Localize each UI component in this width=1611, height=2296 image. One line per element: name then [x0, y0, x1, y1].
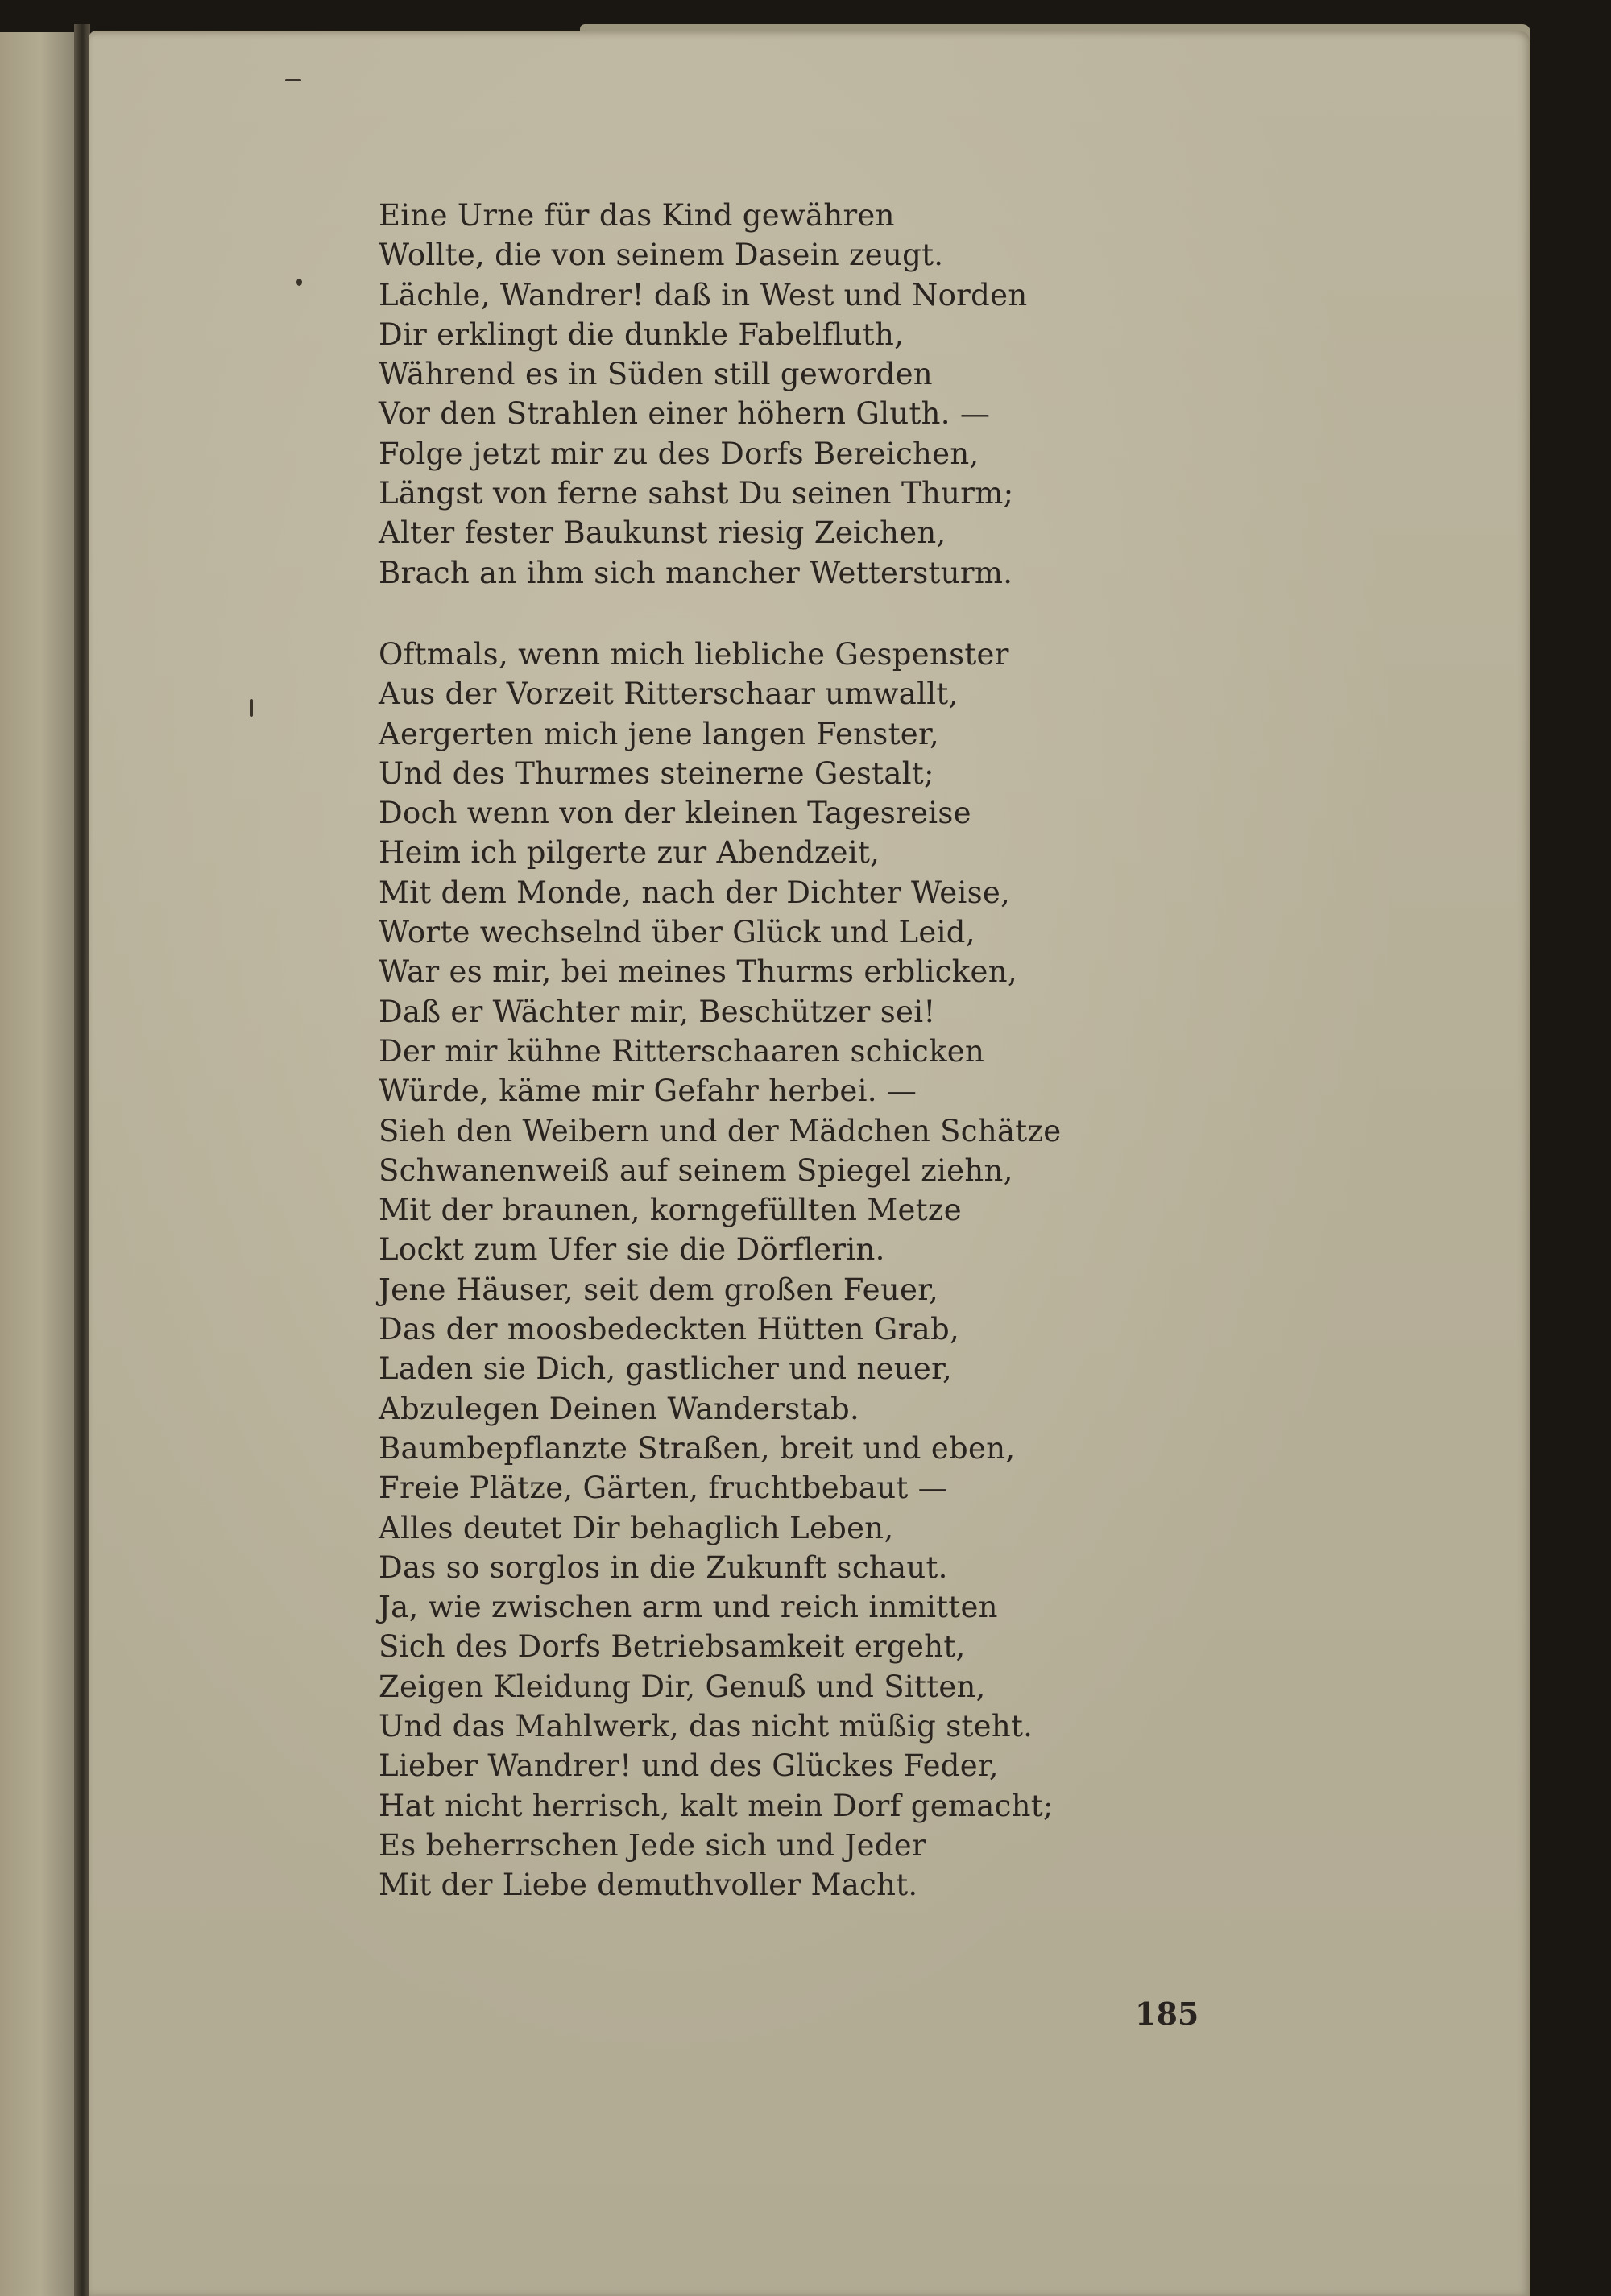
poem-line: Lieber Wandrer! und des Glückes Feder,: [379, 1748, 999, 1784]
poem-line: Alter fester Baukunst riesig Zeichen,: [379, 515, 946, 551]
stanza: [379, 635, 1466, 1905]
poem-line: Daß er Wächter mir, Beschützer sei!: [379, 994, 936, 1029]
poem-line: Mit der Liebe demuthvoller Macht.: [379, 1868, 918, 1903]
poem-line: Würde, käme mir Gefahr herbei. —: [379, 1074, 917, 1109]
book-gutter: [74, 24, 90, 2296]
poem-line: Aergerten mich jene langen Fenster,: [379, 716, 939, 751]
page-number: 185: [1135, 1996, 1199, 2032]
poem-line: Jene Häuser, seit dem großen Feuer,: [379, 1272, 939, 1307]
poem-line: Während es in Süden still geworden: [379, 357, 933, 392]
poem-line: Mit der braunen, korngefüllten Metze: [379, 1193, 962, 1228]
poem-line: Aus der Vorzeit Ritterschaar umwallt,: [379, 676, 959, 712]
poem-line: Worte wechselnd über Glück und Leid,: [379, 915, 975, 950]
poem-line: Oftmals, wenn mich liebliche Gespenster: [379, 636, 1009, 672]
poem-line: Folge jetzt mir zu des Dorfs Bereichen,: [379, 436, 979, 471]
poem-line: Mit dem Monde, nach der Dichter Weise,: [379, 875, 1011, 910]
poem-line: Lockt zum Ufer sie die Dörflerin.: [379, 1232, 885, 1268]
poem-line: Eine Urne für das Kind gewähren: [379, 198, 895, 233]
paper-speck: [296, 279, 302, 286]
poem-line: Brach an ihm sich mancher Wettersturm.: [379, 555, 1013, 590]
poem-line: Das der moosbedeckten Hütten Grab,: [379, 1312, 960, 1347]
previous-page-edge: [0, 32, 76, 2296]
poem-line: Der mir kühne Ritterschaaren schicken: [379, 1033, 985, 1069]
poem-line: Sieh den Weibern und der Mädchen Schätze: [379, 1113, 1062, 1148]
poem-line: Es beherrschen Jede sich und Jeder: [379, 1827, 926, 1863]
poem-line: Heim ich pilgerte zur Abendzeit,: [379, 835, 880, 871]
poem-text: [379, 196, 1466, 1905]
poem-line: Das so sorglos in die Zukunft schaut.: [379, 1549, 948, 1585]
poem-line: Sich des Dorfs Betriebsamkeit ergeht,: [379, 1629, 966, 1665]
poem-line: Dir erklingt die dunkle Fabelfluth,: [379, 316, 905, 352]
poem-line: War es mir, bei meines Thurms erblicken,: [379, 954, 1017, 990]
poem-line: Zeigen Kleidung Dir, Genuß und Sitten,: [379, 1669, 986, 1704]
poem-line: Und des Thurmes steinerne Gestalt;: [379, 755, 934, 791]
poem-line: Abzulegen Deinen Wanderstab.: [379, 1391, 860, 1426]
poem-line: Doch wenn von der kleinen Tagesreise: [379, 796, 971, 831]
paper-speck: [250, 699, 253, 717]
poem-line: Laden sie Dich, gastlicher und neuer,: [379, 1351, 953, 1387]
poem-line: Wollte, die von seinem Dasein zeugt.: [379, 238, 944, 273]
poem-line: Lächle, Wandrer! daß in West und Norden: [379, 277, 1028, 312]
paper-speck: [285, 79, 301, 81]
poem-line: Alles deutet Dir behaglich Leben,: [379, 1510, 894, 1545]
poem-line: Hat nicht herrisch, kalt mein Dorf gemacht;: [379, 1788, 1054, 1823]
poem-line: Schwanenweiß auf seinem Spiegel ziehn,: [379, 1152, 1013, 1188]
poem-line: Vor den Strahlen einer höhern Gluth. —: [379, 396, 991, 432]
poem-line: Baumbepflanzte Straßen, breit und eben,: [379, 1430, 1016, 1466]
poem-line: Ja, wie zwischen arm und reich inmitten: [379, 1590, 998, 1625]
poem-line: Und das Mahlwerk, das nicht müßig steht.: [379, 1708, 1033, 1744]
poem-line: Längst von ferne sahst Du seinen Thurm;: [379, 476, 1014, 511]
stanza: [379, 196, 1466, 593]
poem-line: Freie Plätze, Gärten, fruchtbebaut —: [379, 1471, 948, 1506]
